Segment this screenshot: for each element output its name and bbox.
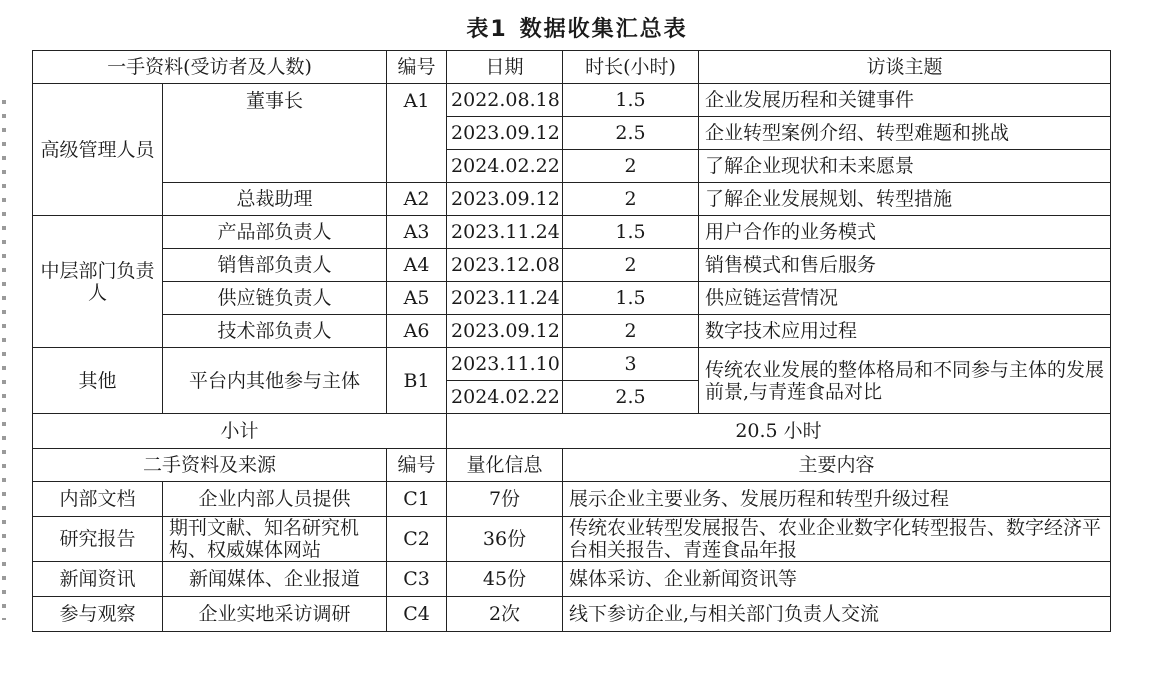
table-row <box>33 562 1111 597</box>
secondary-code: C2 <box>387 517 447 562</box>
secondary-quantity: 36份 <box>447 517 563 562</box>
hours-cell: 2.5 <box>563 381 699 414</box>
code-cell: A5 <box>387 282 447 315</box>
table-row <box>33 517 1111 562</box>
secondary-type: 研究报告 <box>33 517 163 562</box>
topic-cell: 数字技术应用过程 <box>699 315 1111 348</box>
table-row <box>33 315 1111 348</box>
hours-cell: 2.5 <box>563 117 699 150</box>
date-cell: 2023.11.24 <box>447 282 563 315</box>
role-cell: 产品部负责人 <box>163 216 387 249</box>
table-row <box>33 183 1111 216</box>
table-row <box>33 216 1111 249</box>
topic-cell: 销售模式和售后服务 <box>699 249 1111 282</box>
data-collection-table <box>32 50 1111 632</box>
hours-cell: 1.5 <box>563 84 699 117</box>
secondary-quantity: 2次 <box>447 597 563 632</box>
secondary-code: C1 <box>387 482 447 517</box>
secondary-code: C3 <box>387 562 447 597</box>
code-header: 编号 <box>387 51 447 84</box>
primary-source-header: 一手资料(受访者及人数) <box>33 51 387 84</box>
code-cell: A3 <box>387 216 447 249</box>
code-cell: A4 <box>387 249 447 282</box>
date-cell: 2023.09.12 <box>447 183 563 216</box>
table-title <box>0 12 1154 43</box>
table-row <box>33 282 1111 315</box>
secondary-type: 参与观察 <box>33 597 163 632</box>
subtotal-value: 20.5 小时 <box>447 414 1111 449</box>
quantity-header: 量化信息 <box>447 449 563 482</box>
hours-cell: 2 <box>563 183 699 216</box>
secondary-type: 新闻资讯 <box>33 562 163 597</box>
code-cell: A1 <box>387 84 447 183</box>
table-row <box>33 482 1111 517</box>
date-header: 日期 <box>447 51 563 84</box>
secondary-source: 新闻媒体、企业报道 <box>163 562 387 597</box>
topic-cell: 企业转型案例介绍、转型难题和挑战 <box>699 117 1111 150</box>
table-row <box>33 348 1111 381</box>
secondary-type: 内部文档 <box>33 482 163 517</box>
date-cell: 2023.11.24 <box>447 216 563 249</box>
secondary-source-header: 二手资料及来源 <box>33 449 387 482</box>
subtotal-row <box>33 414 1111 449</box>
code-cell: B1 <box>387 348 447 414</box>
code-cell: A6 <box>387 315 447 348</box>
date-cell: 2023.11.10 <box>447 348 563 381</box>
secondary-header-row <box>33 449 1111 482</box>
secondary-code: C4 <box>387 597 447 632</box>
group-other: 其他 <box>33 348 163 414</box>
secondary-content: 传统农业转型发展报告、农业企业数字化转型报告、数字经济平台相关报告、青莲食品年报 <box>563 517 1111 562</box>
role-cell: 平台内其他参与主体 <box>163 348 387 414</box>
hours-cell: 2 <box>563 150 699 183</box>
secondary-code-header: 编号 <box>387 449 447 482</box>
duration-header: 时长(小时) <box>563 51 699 84</box>
role-cell: 销售部负责人 <box>163 249 387 282</box>
date-cell: 2023.12.08 <box>447 249 563 282</box>
topic-cell: 了解企业发展规划、转型措施 <box>699 183 1111 216</box>
table-caption: 数据收集汇总表 <box>519 17 688 42</box>
secondary-content: 媒体采访、企业新闻资讯等 <box>563 562 1111 597</box>
secondary-quantity: 7份 <box>447 482 563 517</box>
secondary-source: 期刊文献、知名研究机构、权威媒体网站 <box>163 517 387 562</box>
hours-cell: 2 <box>563 315 699 348</box>
date-cell: 2022.08.18 <box>447 84 563 117</box>
table-row <box>33 84 1111 117</box>
topic-cell: 企业发展历程和关键事件 <box>699 84 1111 117</box>
role-cell: 技术部负责人 <box>163 315 387 348</box>
primary-header-row <box>33 51 1111 84</box>
secondary-source: 企业实地采访调研 <box>163 597 387 632</box>
topic-cell: 用户合作的业务模式 <box>699 216 1111 249</box>
secondary-content: 线下参访企业,与相关部门负责人交流 <box>563 597 1111 632</box>
date-cell: 2023.09.12 <box>447 315 563 348</box>
table-number: 表1 <box>466 17 508 42</box>
code-cell: A2 <box>387 183 447 216</box>
hours-cell: 1.5 <box>563 282 699 315</box>
topic-cell: 传统农业发展的整体格局和不同参与主体的发展前景,与青莲食品对比 <box>699 348 1111 414</box>
content-header: 主要内容 <box>563 449 1111 482</box>
page-edge-marks <box>2 100 6 620</box>
date-cell: 2024.02.22 <box>447 150 563 183</box>
date-cell: 2023.09.12 <box>447 117 563 150</box>
topic-cell: 了解企业现状和未来愿景 <box>699 150 1111 183</box>
subtotal-label: 小计 <box>33 414 447 449</box>
secondary-source: 企业内部人员提供 <box>163 482 387 517</box>
group-senior: 高级管理人员 <box>33 84 163 216</box>
date-cell: 2024.02.22 <box>447 381 563 414</box>
secondary-quantity: 45份 <box>447 562 563 597</box>
role-cell: 供应链负责人 <box>163 282 387 315</box>
topic-cell: 供应链运营情况 <box>699 282 1111 315</box>
hours-cell: 3 <box>563 348 699 381</box>
table-row <box>33 249 1111 282</box>
secondary-content: 展示企业主要业务、发展历程和转型升级过程 <box>563 482 1111 517</box>
role-cell: 董事长 <box>163 84 387 183</box>
group-middle: 中层部门负责人 <box>33 216 163 348</box>
topic-header: 访谈主题 <box>699 51 1111 84</box>
hours-cell: 2 <box>563 249 699 282</box>
hours-cell: 1.5 <box>563 216 699 249</box>
table-row <box>33 597 1111 632</box>
role-cell: 总裁助理 <box>163 183 387 216</box>
